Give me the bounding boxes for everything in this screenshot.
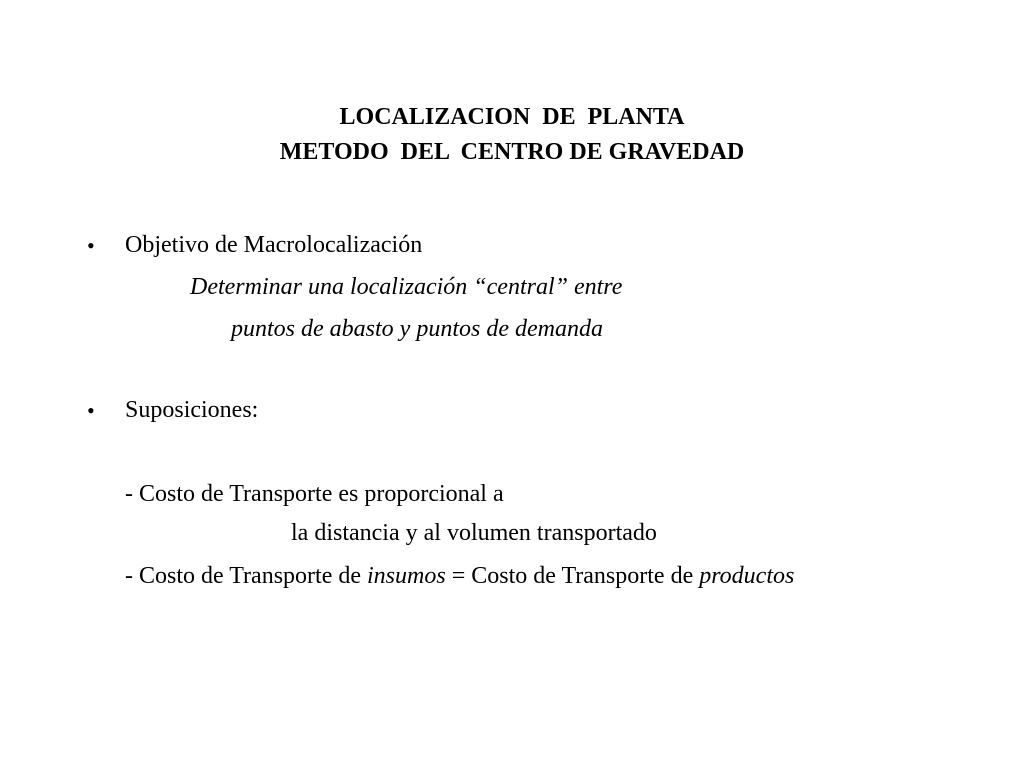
assumption-2-productos: productos — [699, 563, 795, 589]
assumption-1-line-1: - Costo de Transporte es proporcional a — [125, 481, 504, 507]
title-line-2: METODO DEL CENTRO DE GRAVEDAD — [279, 139, 745, 165]
assumptions-heading: Suposiciones: — [125, 397, 259, 423]
assumption-2 — [125, 561, 794, 591]
assumption-1-line-2: la distancia y al volumen transportado — [291, 520, 657, 546]
objective-detail-line-2: puntos de abasto y puntos de demanda — [231, 316, 603, 342]
assumption-2-prefix: - Costo de Transporte de — [125, 563, 367, 589]
title-line-1: LOCALIZACION DE PLANTA — [339, 104, 685, 130]
objective-detail-line-1: Determinar una localización “central” entre — [190, 274, 623, 300]
objective-heading: Objetivo de Macrolocalización — [125, 232, 423, 258]
bullet-marker-objective: • — [87, 233, 95, 258]
assumption-2-insumos: insumos — [367, 563, 446, 589]
bullet-marker-assumptions: • — [87, 398, 95, 423]
assumption-2-middle: = Costo de Transporte de — [445, 563, 700, 589]
